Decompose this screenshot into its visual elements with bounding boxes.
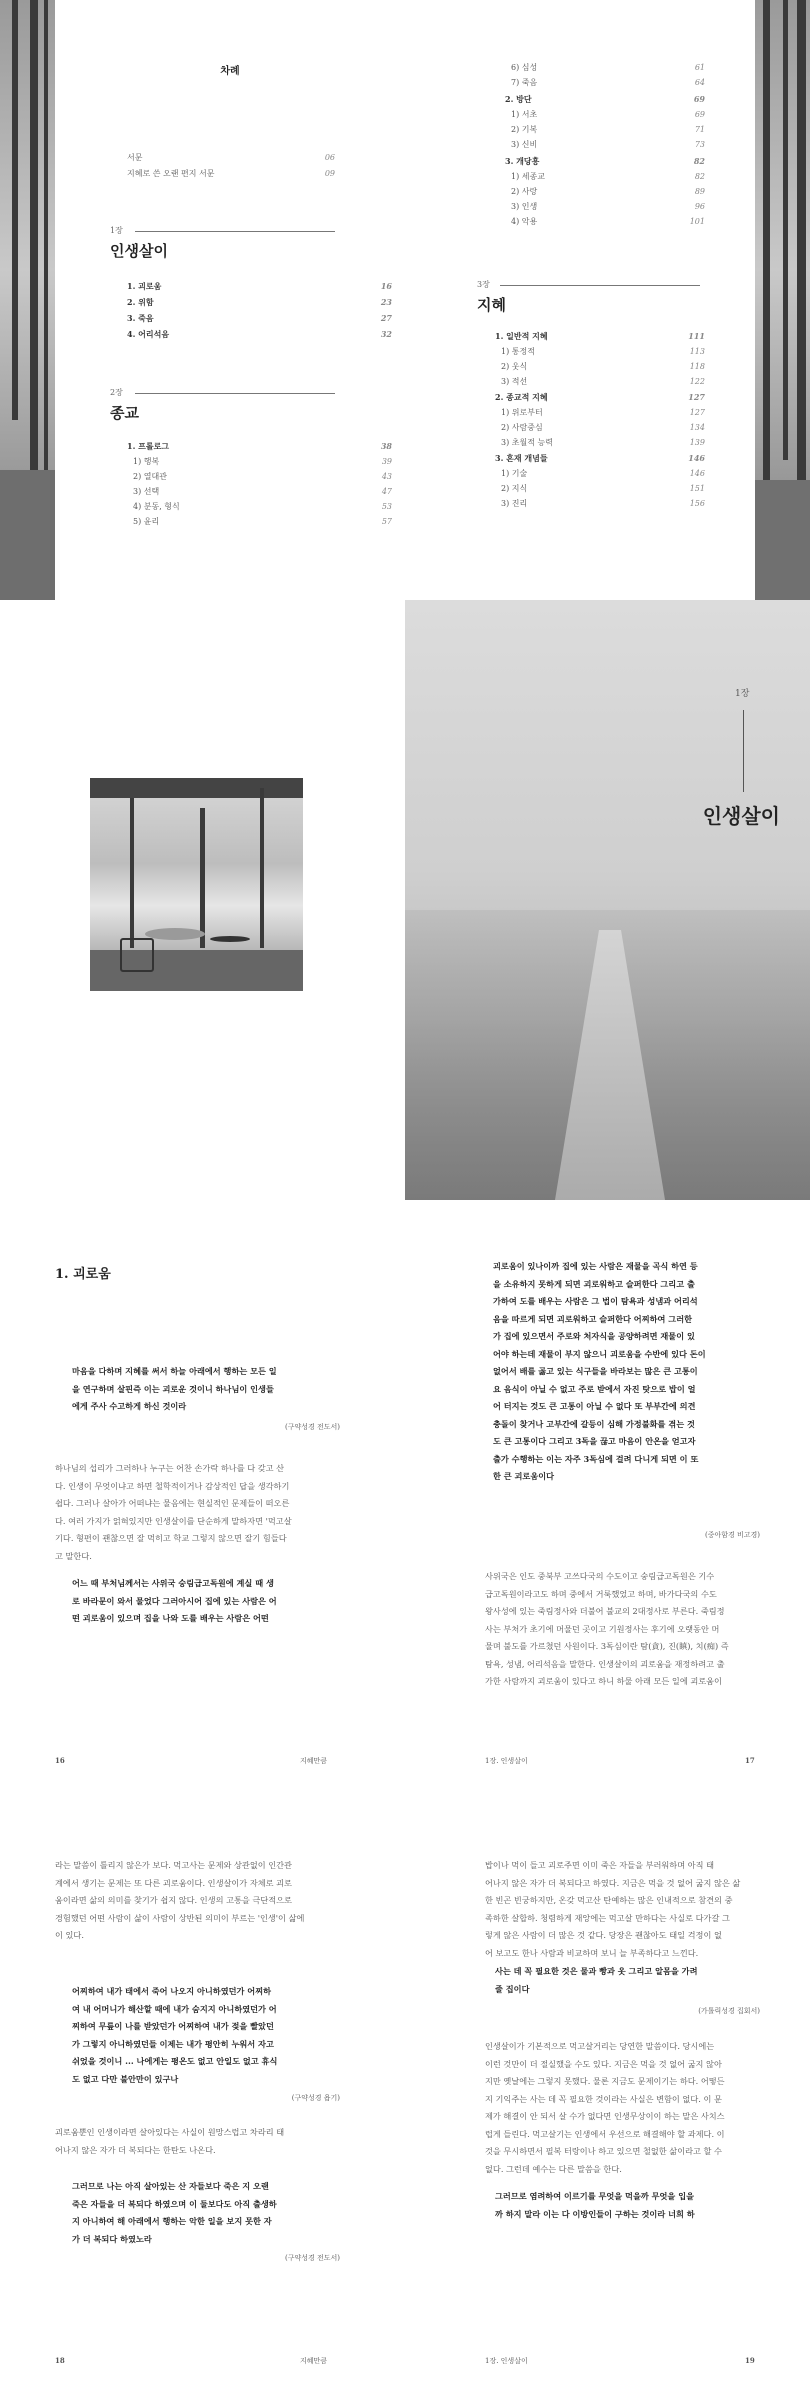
section-heading: 1. 괴로움 bbox=[55, 1267, 111, 1282]
chapter-title: 종교 bbox=[110, 404, 139, 422]
chapter-divider bbox=[500, 285, 700, 286]
toc-entry[interactable]: 2. 방단 69 bbox=[505, 94, 705, 104]
toc-entry[interactable]: 3. 개당흥 82 bbox=[505, 156, 705, 166]
toc-part3-list bbox=[495, 331, 705, 531]
chapter-label: 1장 bbox=[735, 689, 750, 699]
toc-entry[interactable]: 서문 06 bbox=[127, 153, 335, 162]
toc-entry[interactable]: 1) 세종교 82 bbox=[511, 172, 705, 181]
running-footer: 1장. 인생살이 bbox=[485, 2357, 528, 2365]
page-18 bbox=[0, 1800, 405, 2400]
chapter-title: 인생살이 bbox=[702, 804, 780, 828]
toc-entry[interactable]: 3) 신비 73 bbox=[511, 140, 705, 149]
toc-entry[interactable]: 지혜로 쓴 오랜 편지 서문 09 bbox=[127, 169, 335, 178]
toc-entry[interactable]: 3) 진리 156 bbox=[501, 499, 705, 508]
opener-right-page bbox=[405, 600, 810, 1200]
chapter-title: 인생살이 bbox=[110, 242, 168, 260]
scripture-quote: 어느 때 부처님께서는 사위국 숭림급고독원에 계실 때 생 로 바라문이 와서 물었다 그러아시어 집에 있는 사람은 어 떤 괴로움이 있으며 집을 나와 도를 배우는 사람은 어떤 bbox=[72, 1578, 277, 1623]
toc-entry[interactable]: 1. 괴로움 16 bbox=[127, 281, 392, 291]
toc-left-photo bbox=[0, 0, 55, 600]
body-paragraph: 괴로움뿐인 인생이라면 살아있다는 사실이 원망스럽고 차라리 태 어나지 않은 자가 더 복되다는 한탄도 나온다. bbox=[55, 2127, 285, 2155]
body-paragraph: 사위국은 인도 중북부 고쓰다국의 수도이고 숭림급고독원은 기수 급고독원이라고도 하며 중에서 거룩했었고 하며, 바가다국의 수도 왕사성에 있는 죽림정사와 더불어 불교의 2대정사로 부른다. 죽림정 사는 부처가 초기에 머물던 곳이고 기원정사는 후기에 오랫동안 머 물며 불도를 가르쳤던 사원이다. 3독심이란 탐(貪), 진(瞋), 치(痴) 즉 탐욕, 성냄, 어리석음을 말한다. 인생살이의 괴로움을 재정하려고 출 가한 사람까지 괴로움이 있다고 하니 하물 아래 모든 일에 괴로움이 bbox=[485, 1571, 729, 1686]
page-17 bbox=[405, 1200, 810, 1800]
toc-entry[interactable]: 2) 기복 71 bbox=[511, 125, 705, 134]
body-paragraph: 하나님의 섭리가 그러하나 누구는 어찬 손가락 하나를 다 갖고 산 다. 인생이 무엇이냐고 하면 철학적이거나 감상적인 답을 생각하기 쉽다. 그러나 살아가 어떠냐는 물음에는 현실적인 문제들이 떠오른 다. 여러 가지가 얽혀있지만 인생살이를 단순하게 말하자면 '먹고살 기다. 형편이 괜찮으면 잘 먹히고 학교 그렇지 않으면 잘기 힘들다 고 말한다. bbox=[55, 1463, 292, 1561]
scripture-quote: 그러므로 염려하여 이르기를 무엇을 먹을까 무엇을 입을 까 하지 말라 이는 다 이방인들이 구하는 것이라 너희 하 bbox=[495, 2191, 695, 2219]
toc-entry[interactable]: 3) 선택 47 bbox=[133, 487, 392, 496]
toc-entry[interactable]: 2) 사람중심 134 bbox=[501, 423, 705, 432]
quote-citation: (중아함경 비고경) bbox=[704, 1531, 760, 1539]
toc-entry[interactable]: 2. 위함 23 bbox=[127, 297, 392, 307]
toc-entry[interactable]: 3) 인생 96 bbox=[511, 202, 705, 211]
toc-entry[interactable]: 2) 열대관 43 bbox=[133, 472, 392, 481]
scripture-quote: 마음을 다하며 지혜를 써서 하늘 아래에서 행하는 모든 일 을 연구하며 살핀즉 이는 괴로운 것이니 하나님이 인생들 에게 주사 수고하게 하신 것이라 bbox=[72, 1366, 277, 1411]
toc-entry[interactable]: 1) 위로부터 127 bbox=[501, 408, 705, 417]
toc-entry[interactable]: 1) 통정적 113 bbox=[501, 347, 705, 356]
body-paragraph: 밥이나 먹이 들고 괴로주면 이미 죽은 자들을 부러워하며 아직 태 어나지 않은 자가 더 복되다고 하였다. 지금은 먹을 것 없어 굶지 않은 삶 한 빈곤 빈궁하지만, 온갖 먹고산 탄예하는 많은 인내적으로 참견의 중 족하한 살합하. 청렴하게 재앙에는 먹고살 만하다는 사실로 다가갈 그 렇게 않은 사람이 더 많은 것 같다. 당장은 괜찮아도 태일 걱정이 없 어 보고도 한나 사람과 비교하며 보니 늘 부족하다고 느낀다. bbox=[485, 1860, 741, 1958]
page-number: 17 bbox=[745, 1756, 755, 1765]
quote-citation: (구약성경 욥기) bbox=[291, 2094, 340, 2102]
quote-citation: (구약성경 전도서) bbox=[284, 2254, 340, 2262]
toc-part1-list bbox=[127, 281, 392, 351]
chapter-title: 지혜 bbox=[477, 296, 506, 314]
page-number: 16 bbox=[55, 1756, 65, 1765]
toc-right-page bbox=[405, 0, 755, 600]
body-paragraph: 인생살이가 기본적으로 먹고살거리는 당연한 말씀이다. 당시에는 이런 것만이 더 절실했을 수도 있다. 지금은 먹을 것 없어 굶지 않아 지만 옛날에는 그렇지 못했다. 물론 지금도 문제이기는 하다. 어떻든 지 기익주는 사는 데 꼭 필요한 것이라는 사실은 변함이 없다. 이 문 제가 해결이 안 되서 살 수가 없다면 인생무상이이 하는 말은 사치스 럽게 들린다. 먹고살기는 인생에서 우선으로 해결해야 할 과제다. 이 것을 무시하면서 필복 터랑이나 하고 있으면 철없한 삶이라고 할 수 없다. 그런데 예수는 다른 말씀을 한다. bbox=[485, 2041, 725, 2174]
page-number: 18 bbox=[55, 2356, 65, 2365]
scripture-quote: 사는 데 꼭 필요한 것은 물과 빵과 옷 그리고 알몸을 가려 줄 집이다 bbox=[495, 1966, 698, 1994]
toc-left-page bbox=[55, 0, 405, 600]
toc-entry[interactable]: 1) 기술 146 bbox=[501, 469, 705, 478]
toc-part2-list bbox=[127, 441, 392, 541]
quote-citation: (구약성경 전도서) bbox=[284, 1423, 340, 1431]
chapter-vertical-rule bbox=[743, 710, 744, 792]
toc-entry[interactable]: 1. 일반적 지혜 111 bbox=[495, 331, 705, 341]
page-19 bbox=[405, 1800, 810, 2400]
toc-entry[interactable]: 2) 사랑 89 bbox=[511, 187, 705, 196]
toc-entry[interactable]: 1) 행복 39 bbox=[133, 457, 392, 466]
toc-entry[interactable]: 5) 윤리 57 bbox=[133, 517, 392, 526]
toc-entry[interactable]: 6) 심성 61 bbox=[511, 63, 705, 72]
toc-intro bbox=[127, 152, 335, 182]
running-footer: 지혜만큼 bbox=[300, 1757, 328, 1765]
chapter-divider bbox=[135, 393, 335, 394]
running-footer: 지혜만큼 bbox=[300, 2357, 328, 2365]
snow-garden-photo bbox=[90, 778, 303, 991]
running-footer: 1장. 인생살이 bbox=[485, 1757, 528, 1765]
toc-title: 차례 bbox=[220, 66, 240, 77]
toc-entry[interactable]: 3) 초월적 능력 139 bbox=[501, 438, 705, 447]
toc-entry[interactable]: 4. 어리석음 32 bbox=[127, 329, 392, 339]
scripture-quote: 그러므로 나는 아직 살아있는 산 자들보다 죽은 지 오랜 죽은 자들을 더 복되다 하였으며 이 둘보다도 아직 출생하 지 아니하여 해 아래에서 행하는 악한 일을 보지 못한 자 가 더 복되다 하였노라 bbox=[72, 2181, 277, 2244]
toc-part2-continued bbox=[505, 62, 705, 242]
opener-left-page bbox=[0, 600, 405, 1200]
toc-entry[interactable]: 4) 분동, 형식 53 bbox=[133, 502, 392, 511]
chapter-label: 2장 bbox=[110, 388, 123, 397]
toc-entry[interactable]: 2. 종교적 지혜 127 bbox=[495, 392, 705, 402]
toc-entry[interactable]: 3. 혼재 개념들 146 bbox=[495, 453, 705, 463]
scripture-quote: 괴로움이 있나이까 집에 있는 사람은 재물을 곡식 하연 등 을 소유하지 못하게 되면 괴로워하고 슬퍼한다 그리고 출 가하여 도를 배우는 사람은 그 법이 탐욕과 성냄과 어리석 음을 따르게 되면 괴로워하고 슬퍼한다 어찌하여 그러한 가 집에 있으면서 주로와 처자식을 공양하려면 재물이 있 어야 하는데 재물이 부지 않으니 괴로움을 수반에 있다 돈이 없어서 배를 곯고 있는 식구들을 바라보는 많은 큰 고통이 요 음식이 아닐 수 없고 주로 받에서 자진 탓으로 밥이 얼 어 터지는 것도 큰 고통이 아닐 수 없다 또 부부간에 의견 충돌이 찾거나 고부간에 갈등이 심해 가정불화를 겪는 것 도 큰 고통이다 그리고 3독을 끊고 마음이 안온을 얻고자 출가 수행하는 이는 자주 3독심에 걸려 다니게 되면 이 또 한 큰 괴로움이다 bbox=[493, 1261, 706, 1481]
page-number: 19 bbox=[745, 2356, 755, 2365]
toc-entry[interactable]: 3) 적선 122 bbox=[501, 377, 705, 386]
toc-entry[interactable]: 4) 악용 101 bbox=[511, 217, 705, 226]
toc-right-photo bbox=[755, 0, 810, 600]
chapter-label: 3장 bbox=[477, 280, 490, 289]
chapter-label: 1장 bbox=[110, 226, 123, 235]
toc-entry[interactable]: 2) 지식 151 bbox=[501, 484, 705, 493]
toc-entry[interactable]: 1. 프롤로그 38 bbox=[127, 441, 392, 451]
body-paragraph: 라는 말씀이 틀리지 않은가 보다. 먹고사는 문제와 상관없이 인간관 계에서 생기는 문제는 또 다른 괴로움이다. 인생살이가 자체로 괴로 움이라면 삶의 의미를 찾기가 쉽지 않다. 인생의 고통을 극단적으로 경험했던 어떤 사람이 삶이 사람이 상반된 의미이 부르는 '인생'이 삶에 이 있다. bbox=[55, 1860, 305, 1940]
toc-entry[interactable]: 1) 서초 69 bbox=[511, 110, 705, 119]
page-16 bbox=[0, 1200, 405, 1800]
toc-entry[interactable]: 3. 죽음 27 bbox=[127, 313, 392, 323]
scripture-quote: 어찌하여 내가 태에서 죽어 나오지 아니하였던가 어찌하 여 내 어머니가 해산할 때에 내가 숨지지 아니하였던가 어 찌하여 무릎이 나를 받았던가 어찌하여 내가 젖을 빨았던 가 그렇지 아니하였던들 이제는 내가 평안히 누워서 자고 쉬었을 것이니 ... 나에게는 평온도 없고 안일도 없고 휴식 도 없고 다만 불안만이 있구나 bbox=[72, 1986, 278, 2084]
chapter-divider bbox=[135, 231, 335, 232]
toc-entry[interactable]: 7) 죽음 64 bbox=[511, 78, 705, 87]
toc-entry[interactable]: 2) 웃식 118 bbox=[501, 362, 705, 371]
quote-citation: (가톨릭성경 집회서) bbox=[698, 2007, 760, 2015]
